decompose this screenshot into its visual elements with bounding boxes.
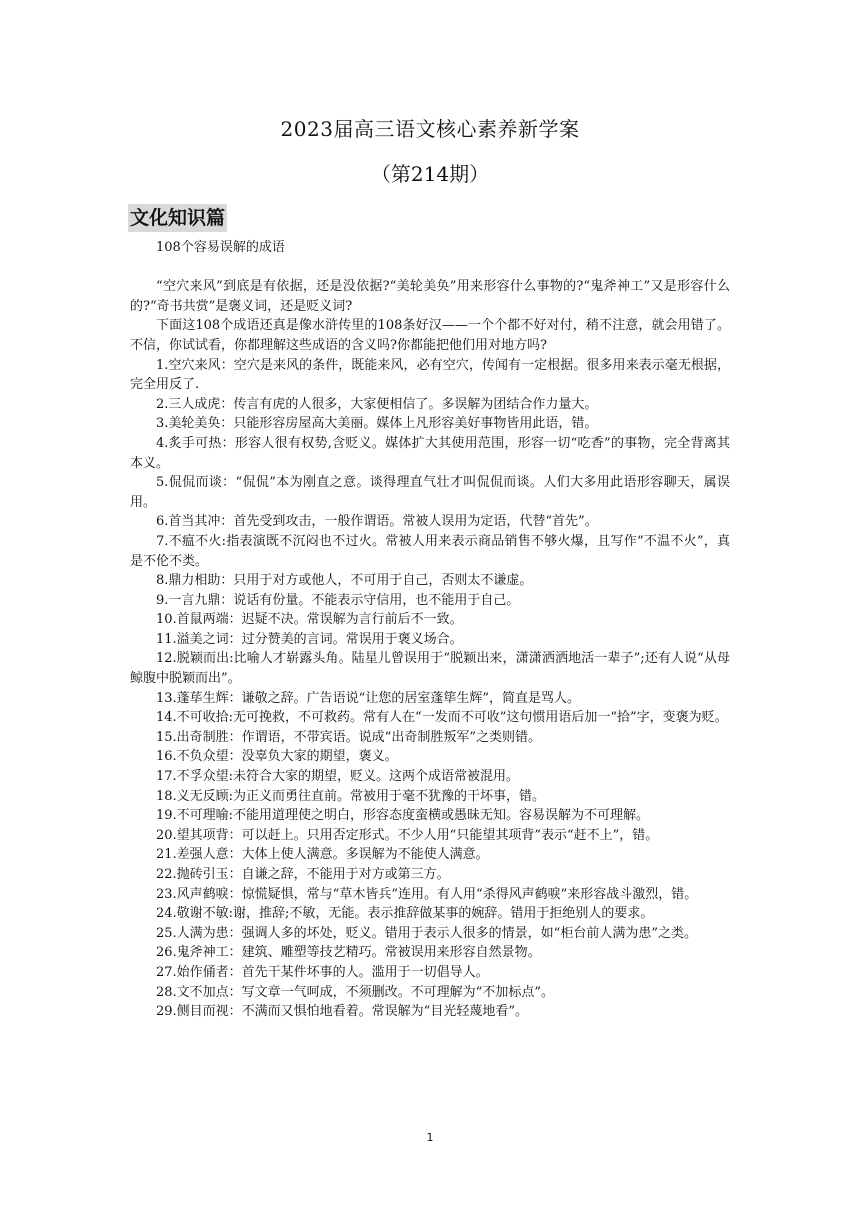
intro-paragraph: 下面这108个成语还真是像水浒传里的108条好汉——一个个都不好对付，稍不注意，就会用错了。不信，你试试看，你都理解这些成语的含义吗?你都能把他们用对地方吗? — [130, 318, 730, 353]
idiom-item: 26.鬼斧神工：建筑、雕塑等技艺精巧。常被误用来形容自然景物。 — [156, 945, 541, 961]
idiom-item: 17.不孚众望:未符合大家的期望，贬义。这两个成语常被混用。 — [156, 769, 520, 785]
idiom-item: 7.不瘟不火:指表演既不沉闷也不过火。常被人用来表示商品销售不够火爆，且写作“不温不火”，真是不伦不类。 — [130, 533, 730, 569]
idiom-item: 21.差强人意：大体上使人满意。多误解为不能使人满意。 — [156, 847, 489, 863]
idiom-item: 22.抛砖引玉：自谦之辞，不能用于对方或第三方。 — [156, 867, 450, 882]
idiom-item: 13.蓬荜生辉：谦敬之辞。广告语说“让您的居室蓬筚生辉”，简直是骂人。 — [156, 690, 580, 706]
idiom-item: 2.三人成虎：传言有虎的人很多，大家便相信了。多误解为团结合作力量大。 — [156, 396, 598, 412]
idiom-item: 20.望其项背：可以赶上。只用否定形式。不少人用“只能望其项背”表示“赶不上”，错。 — [156, 827, 659, 843]
idiom-item: 29.侧目而视：不满而又惧怕地看着。常误解为“目光轻蔑地看”。 — [156, 1004, 528, 1020]
issue-number: （第214期） — [370, 162, 490, 186]
section-heading: 文化知识篇 — [128, 204, 227, 232]
idiom-item: 10.首鼠两端：迟疑不决。常误解为言行前后不一致。 — [156, 612, 463, 628]
article-subtitle: 108个容易误解的成语 — [156, 240, 285, 255]
page-title: 2023届高三语文核心素养新学案 — [280, 117, 580, 141]
idiom-item: 3.美轮美奂：只能形容房屋高大美丽。媒体上凡形容美好事物皆用此语，错。 — [156, 416, 598, 432]
idiom-item: 6.首当其冲：首先受到攻击，一般作谓语。常被人误用为定语，代替“首先”。 — [156, 514, 598, 530]
document-body — [130, 238, 730, 1022]
idiom-item: 5.侃侃而谈：“侃侃”本为刚直之意。谈得理直气壮才叫侃侃而谈。人们大多用此语形容聊天，属误用。 — [130, 475, 730, 510]
idiom-item: 16.不负众望：没辜负大家的期望，褒义。 — [156, 749, 398, 765]
idiom-list — [130, 356, 730, 1022]
idiom-item: 23.风声鹤唳：惊慌疑惧，常与“草木皆兵”连用。有人用“杀得风声鹤唳”来形容战斗激烈，错。 — [156, 886, 698, 902]
idiom-item: 12.脱颖而出:比喻人才崭露头角。陆星儿曾误用于“脱颖出来，潇潇洒洒地活一辈子”;还有人说“从母鲸腹中脱颖而出”。 — [130, 651, 730, 687]
idiom-item: 19.不可理喻:不能用道理使之明白，形容态度蛮横或愚昧无知。容易误解为不可理解。 — [156, 808, 650, 824]
idiom-item: 4.炙手可热：形容人很有权势,含贬义。媒体扩大其使用范围，形容一切“吃香”的事物，完全背离其本义。 — [130, 435, 730, 471]
idiom-item: 1.空穴来风：空穴是来风的条件，既能来风，必有空穴，传闻有一定根据。很多用来表示毫无根据，完全用反了. — [130, 357, 730, 393]
idiom-item: 11.溢美之词：过分赞美的言词。常误用于褒义场合。 — [156, 631, 463, 647]
page-number: 1 — [426, 1131, 434, 1144]
idiom-item: 9.一言九鼎：说话有份量。不能表示守信用，也不能用于自己。 — [156, 592, 520, 608]
idiom-item: 25.人满为患：强调人多的坏处，贬义。错用于表示人很多的情景，如“柜台前人满为患”之类。 — [156, 925, 697, 941]
idiom-item: 15.出奇制胜：作谓语，不带宾语。说成“出奇制胜叛军”之类则错。 — [156, 729, 541, 745]
blank-line — [130, 258, 730, 278]
intro-paragraph: “空穴来风”到底是有依据，还是没依据?“美轮美奂”用来形容什么事物的?“鬼斧神工”又是形容什么的?“奇书共赏”是褒义词，还是贬义词? — [130, 279, 730, 314]
idiom-item: 28.文不加点：写文章一气呵成，不须删改。不可理解为“不加标点”。 — [156, 984, 554, 1000]
idiom-item: 14.不可收拾:无可挽救，不可救药。常有人在“一发而不可收”这句惯用语后加一“拾”字，变褒为贬。 — [156, 710, 728, 726]
idiom-item: 8.鼎力相助：只用于对方或他人，不可用于自己，否则太不谦虚。 — [156, 573, 533, 589]
idiom-item: 27.始作俑者：首先干某件坏事的人。滥用于一切倡导人。 — [156, 964, 489, 980]
idiom-item: 24.敬谢不敏:谢，推辞;不敏，无能。表示推辞做某事的婉辞。错用于拒绝别人的要求。 — [156, 906, 654, 922]
idiom-item: 18.义无反顾:为正义而勇往直前。常被用于毫不犹豫的干坏事，错。 — [156, 788, 546, 804]
